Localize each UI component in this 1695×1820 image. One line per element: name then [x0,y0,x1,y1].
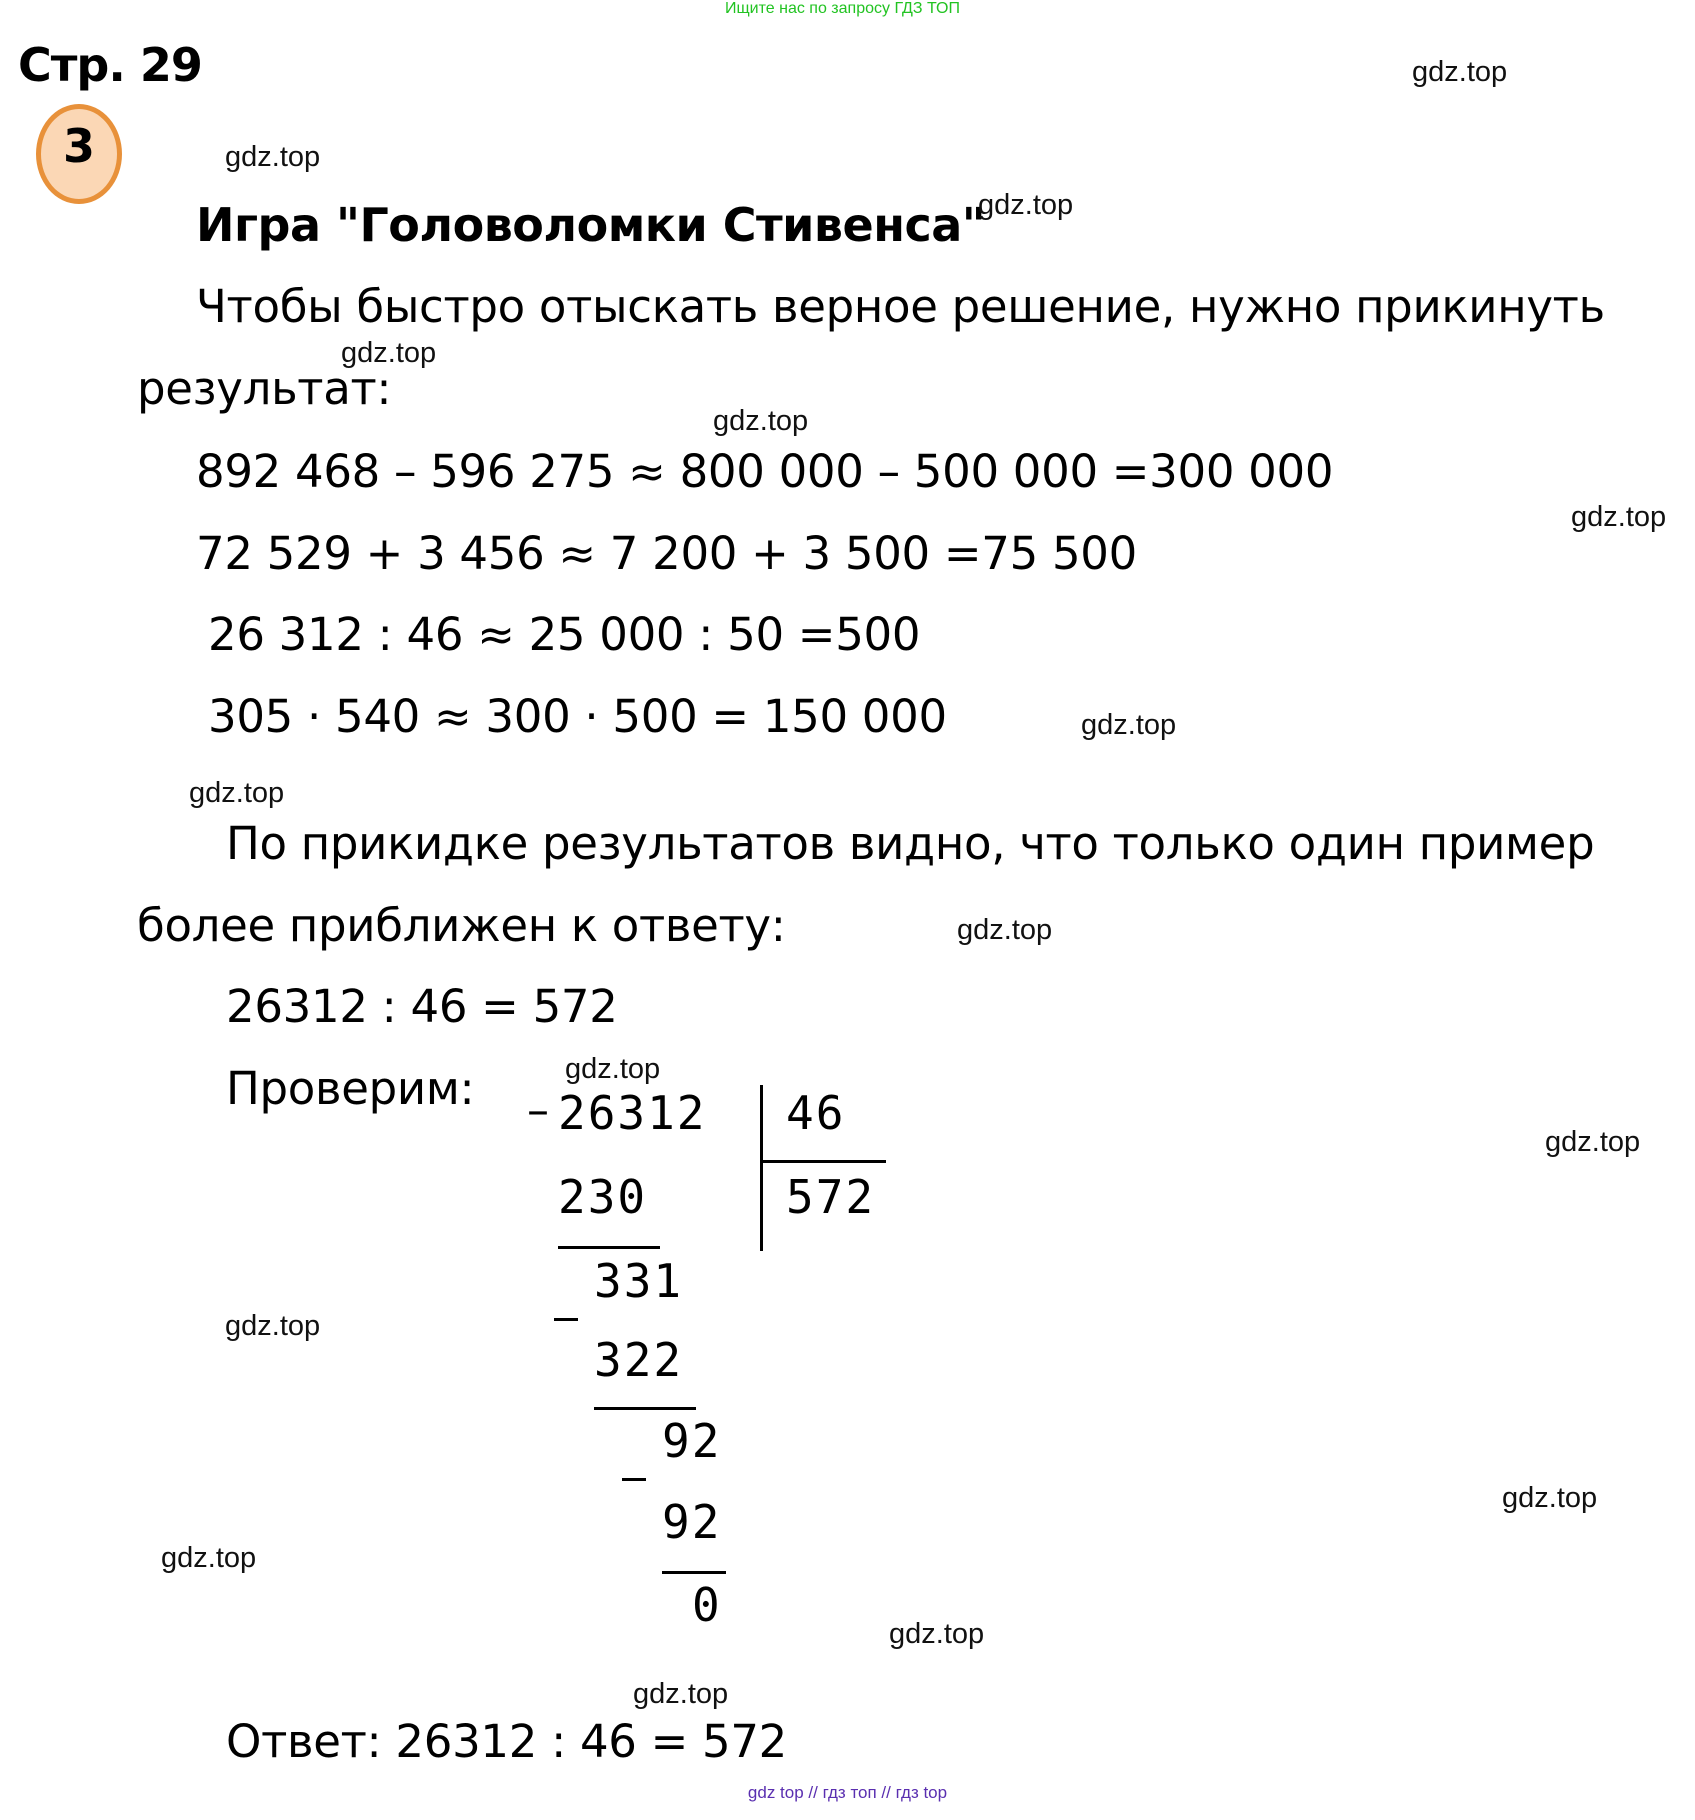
step-underline [558,1246,660,1249]
step-minus [554,1318,578,1321]
division-remainder: 0 [692,1578,722,1632]
division-step: 92 [662,1495,722,1549]
division-vertical-line [760,1085,763,1251]
step-underline [594,1407,696,1410]
division-step: 230 [558,1170,648,1224]
watermark: gdz.top [341,337,437,369]
division-step: 322 [594,1333,684,1387]
minus-sign: – [527,1085,551,1136]
watermark: gdz.top [565,1053,661,1085]
result-equation: 26312 : 46 = 572 [226,980,618,1033]
step-underline [662,1571,726,1574]
check-label: Проверим: [226,1062,475,1115]
task-number-badge [36,104,122,204]
watermark: gdz.top [225,1310,321,1342]
watermark: gdz.top [1412,56,1508,88]
divisor: 46 [786,1086,846,1140]
task-title: Игра "Головоломки Стивенса" [196,198,986,252]
footer-links: gdz top // гдз топ // гдз top [747,1783,948,1802]
watermark: gdz.top [189,777,285,809]
division-step: 331 [594,1254,684,1308]
estimate-line: 26 312 : 46 ≈ 25 000 : 50 =500 [208,608,921,661]
watermark: gdz.top [1571,501,1667,533]
quotient: 572 [786,1170,876,1224]
watermark: gdz.top [1081,709,1177,741]
top-banner: Ищите нас по запросу ГДЗ ТОП [725,0,960,17]
estimate-line: 72 529 + 3 456 ≈ 7 200 + 3 500 =75 500 [196,527,1137,580]
estimate-line: 892 468 – 596 275 ≈ 800 000 – 500 000 =300 000 [196,445,1334,498]
divisor-underline [760,1160,886,1163]
estimate-line: 305 · 540 ≈ 300 · 500 = 150 000 [208,690,947,743]
watermark: gdz.top [1502,1482,1598,1514]
conclusion-line-2: более приближен к ответу: [137,899,786,952]
step-minus [622,1478,646,1481]
watermark: gdz.top [978,189,1074,221]
watermark: gdz.top [957,914,1053,946]
watermark: gdz.top [1545,1126,1641,1158]
intro-line-2: результат: [137,362,392,415]
conclusion-line-1: По прикидке результатов видно, что только один пример [226,817,1595,870]
dividend: 26312 [558,1086,707,1140]
watermark: gdz.top [161,1542,257,1574]
task-number: 3 [62,119,95,173]
watermark: gdz.top [633,1678,729,1710]
watermark: gdz.top [225,141,321,173]
page-number: Стр. 29 [18,38,202,92]
answer: Ответ: 26312 : 46 = 572 [226,1715,788,1768]
watermark: gdz.top [889,1618,985,1650]
division-step: 92 [662,1414,722,1468]
watermark: gdz.top [713,405,809,437]
intro-line-1: Чтобы быстро отыскать верное решение, нужно прикинуть [196,280,1605,333]
